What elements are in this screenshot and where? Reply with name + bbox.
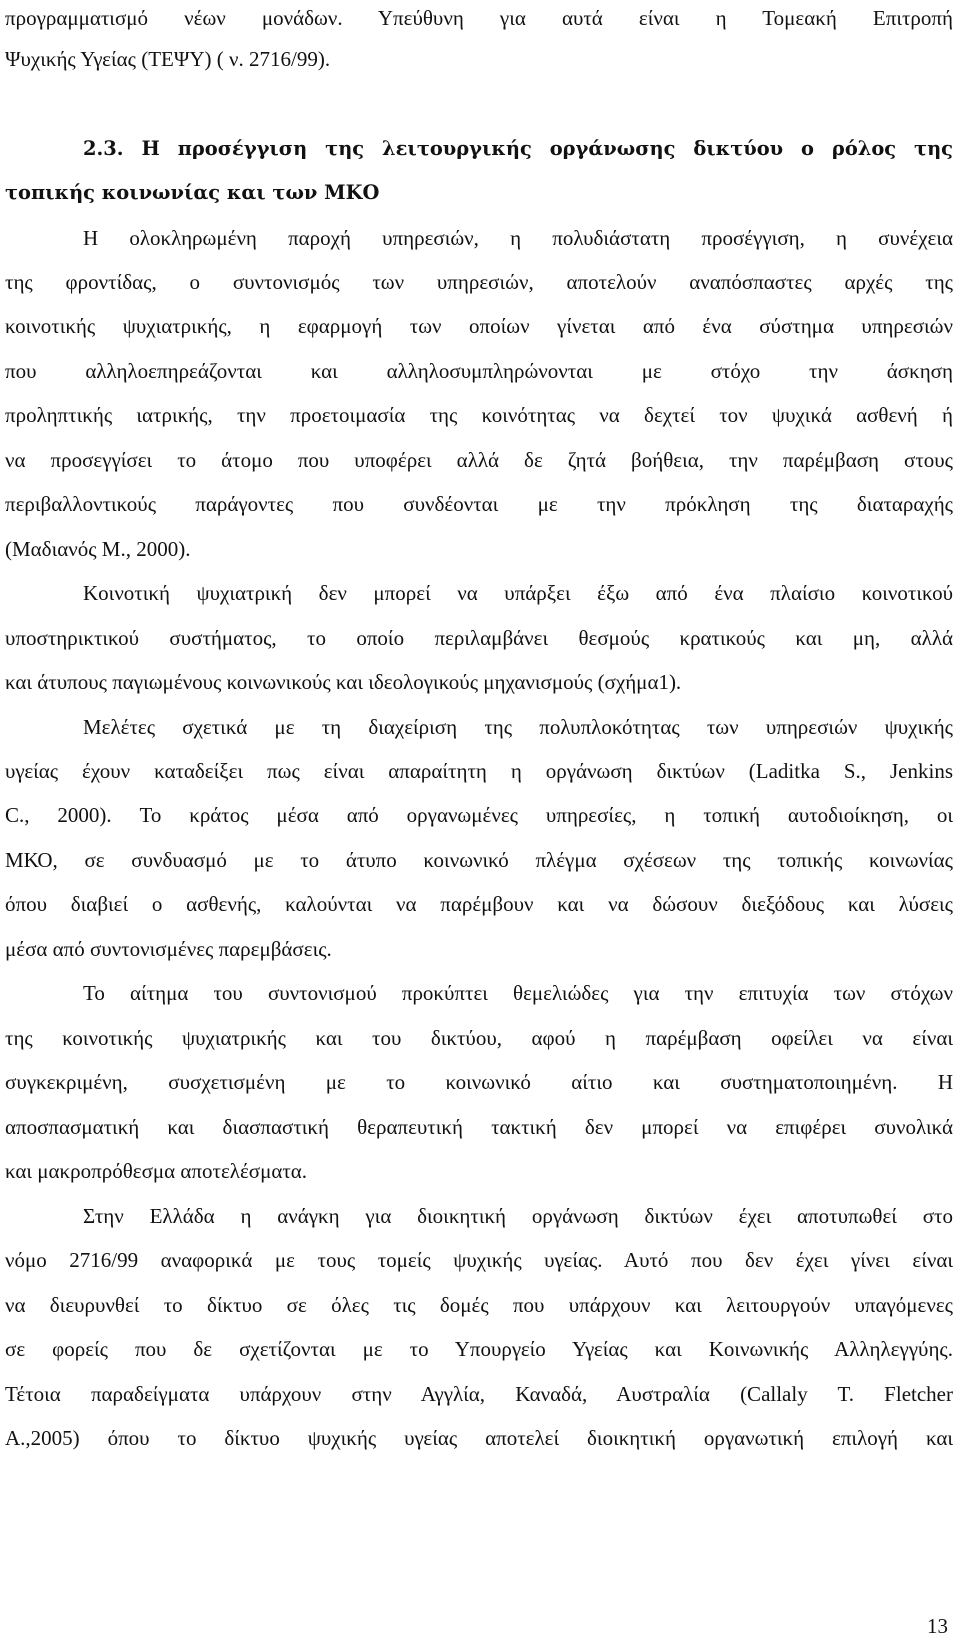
paragraph-line: αποσπασματική και διασπαστική θεραπευτική τακτική δεν μπορεί να επιφέρει συνολικά xyxy=(5,1115,953,1139)
paragraph-line: προληπτικής ιατρικής, την προετοιμασία της κοινότητας να δεχτεί τον ψυχικά ασθενή ή xyxy=(5,403,953,427)
section-heading: 2.3. Η προσέγγιση της λειτουργικής οργάνωσης δικτύου ο ρόλος της xyxy=(83,137,953,160)
paragraph-line: Κοινοτική ψυχιατρική δεν μπορεί να υπάρξει έξω από ένα πλαίσιο κοινοτικού xyxy=(83,581,953,605)
paragraph-line: συγκεκριμένη, συσχετισμένη με το κοινωνικό αίτιο και συστηματοποιημένη. Η xyxy=(5,1070,953,1094)
paragraph-line: κοινοτικής ψυχιατρικής, η εφαρμογή των οποίων γίνεται από ένα σύστημα υπηρεσιών xyxy=(5,314,953,338)
paragraph-line: ΜΚΟ, σε συνδυασμό με το άτυπο κοινωνικό πλέγμα σχέσεων της τοπικής κοινωνίας xyxy=(5,848,953,872)
text-line: Ψυχικής Υγείας (ΤΕΨΥ) ( ν. 2716/99). xyxy=(5,47,331,71)
paragraph-line: A.,2005) όπου το δίκτυο ψυχικής υγείας αποτελεί διοικητική οργανωτική επιλογή και xyxy=(5,1426,953,1450)
paragraph-line: Η ολοκληρωμένη παροχή υπηρεσιών, η πολυδιάστατη προσέγγιση, η συνέχεια xyxy=(83,226,953,250)
paragraph-line: σε φορείς που δε σχετίζονται με το Υπουργείο Υγείας και Κοινωνικής Αλληλεγγύης. xyxy=(5,1337,953,1361)
paragraph-line: να προσεγγίσει το άτομο που υποφέρει αλλά δε ζητά βοήθεια, την παρέμβαση στους xyxy=(5,448,953,472)
paragraph-line: και άτυπους παγιωμένους κοινωνικούς και ιδεολογικούς μηχανισμούς (σχήμα1). xyxy=(5,670,682,694)
paragraph-line: υγείας έχουν καταδείξει πως είναι απαραίτητη η οργάνωση δικτύων (Laditka S., Jenkins xyxy=(5,759,953,783)
paragraph-line: που αλληλοεπηρεάζονται και αλληλοσυμπληρώνονται με στόχο την άσκηση xyxy=(5,359,953,383)
paragraph-line: (Μαδιανός Μ., 2000). xyxy=(5,537,191,561)
paragraph-line: νόμο 2716/99 αναφορικά με τους τομείς ψυχικής υγείας. Αυτό που δεν έχει γίνει είναι xyxy=(5,1248,953,1272)
paragraph-line: και μακροπρόθεσμα αποτελέσματα. xyxy=(5,1159,308,1183)
text-line: προγραμματισμό νέων μονάδων. Υπεύθυνη για αυτά είναι η Τομεακή Επιτροπή xyxy=(5,6,953,30)
paragraph-line: να διευρυνθεί το δίκτυο σε όλες τις δομές που υπάρχουν και λειτουργούν υπαγόμενες xyxy=(5,1293,953,1317)
paragraph-line: της φροντίδας, ο συντονισμός των υπηρεσιών, αποτελούν αναπόσπαστες αρχές της xyxy=(5,270,953,294)
paragraph-line: μέσα από συντονισμένες παρεμβάσεις. xyxy=(5,937,332,961)
paragraph-line: Στην Ελλάδα η ανάγκη για διοικητική οργάνωση δικτύων έχει αποτυπωθεί στο xyxy=(83,1204,953,1228)
paragraph-line: υποστηρικτικού συστήματος, το οποίο περιλαμβάνει θεσμούς κρατικούς και μη, αλλά xyxy=(5,626,953,650)
paragraph-line: Το αίτημα του συντονισμού προκύπτει θεμελιώδες για την επιτυχία των στόχων xyxy=(83,981,953,1005)
paragraph-line: Τέτοια παραδείγματα υπάρχουν στην Αγγλία, Καναδά, Αυστραλία (Callaly T. Fletcher xyxy=(5,1382,953,1406)
paragraph-line: όπου διαβιεί ο ασθενής, καλούνται να παρέμβουν και να δώσουν διεξόδους και λύσεις xyxy=(5,892,953,916)
section-heading: τοπικής κοινωνίας και των ΜΚΟ xyxy=(5,181,380,204)
paragraph-line: C., 2000). Το κράτος μέσα από οργανωμένες υπηρεσίες, η τοπική αυτοδιοίκηση, οι xyxy=(5,803,953,827)
page-number: 13 xyxy=(927,1614,948,1638)
paragraph-line: περιβαλλοντικούς παράγοντες που συνδέονται με την πρόκληση της διαταραχής xyxy=(5,492,953,516)
paragraph-line: της κοινοτικής ψυχιατρικής και του δικτύου, αφού η παρέμβαση οφείλει να είναι xyxy=(5,1026,953,1050)
paragraph-line: Μελέτες σχετικά με τη διαχείριση της πολυπλοκότητας των υπηρεσιών ψυχικής xyxy=(83,715,953,739)
